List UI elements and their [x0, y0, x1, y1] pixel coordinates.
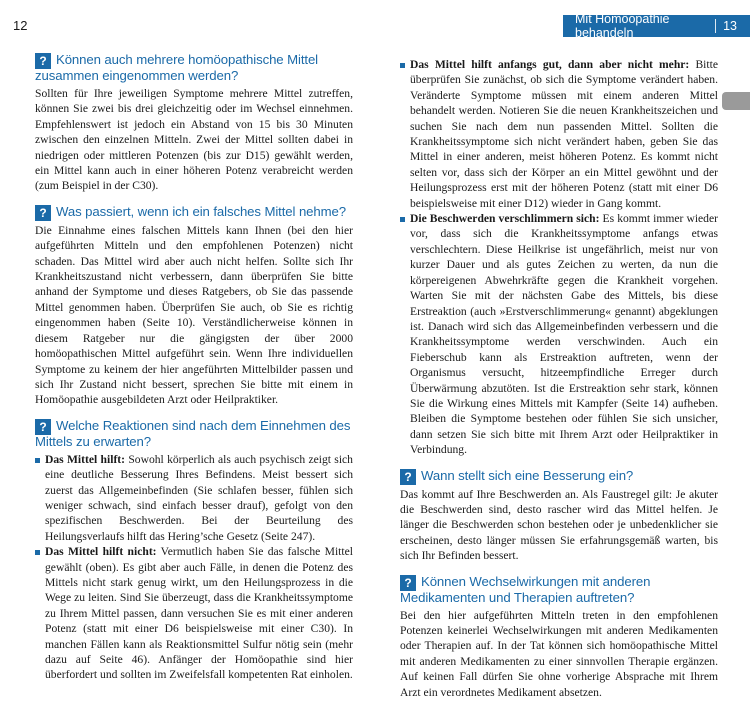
question-heading — [400, 468, 718, 485]
section-multiple-remedies — [35, 52, 353, 194]
page-number-left: 12 — [13, 18, 28, 33]
right-column — [400, 57, 718, 710]
paragraph: Bei den hier aufgeführten Mitteln treten in den empfohlenen Potenzen keinerlei Wechselwirkungen mit anderen Medikamenten oder Therapien auf. In der Tat können sich homöopathische Mittel mit anderen Medikamenten zu einer sinnvollen Therapie ergänzen. Auf keinen Fall dürfen Sie ohne vorherige Absprache mit Ihrem Arzt ein verordnetes Medikament absetzen. — [400, 608, 718, 699]
question-mark-icon: ? — [35, 53, 51, 69]
list-item — [400, 57, 718, 211]
heading-line: Können Wechselwirkungen mit anderen — [421, 573, 651, 589]
section-reactions-continued — [400, 57, 718, 458]
list-item-text: Vermutlich haben Sie das falsche Mittel gewählt (oben). Es gibt aber auch Fälle, in denen die Potenz des Mittels nicht stark genug wirkt, um den Heilungsprozess in die Wege zu leiten. Sind Sie überzeugt, dass die Krankheitssymptome zu Ihrem Mittel passen, dann versuchen Sie es mit einer anderen Potenz (statt mit einer D6 beispielsweise mit einer C30). In manchen Fällen kann als Reaktionsmittel Sulfur nötig sein (mehr dazu auf Seite 46). Anfänger der Homöopathie sind hier überfordert und sollten im Zweifelsfall kompetenten Rat einholen. — [45, 545, 353, 682]
list-item-lead: Das Mittel hilft nicht: — [45, 545, 157, 559]
list-item — [35, 452, 353, 544]
list-item-text: Bitte überprüfen Sie zunächst, ob sich die Symptome verändert haben. Veränderte Symptome müssen mit einem anderen Mittel behandelt werden. Notieren Sie die neuen Krankheitszeichen und suchen Sie nach dem nun passenden Mittel. Sollten die Krankheitssymptome sich nicht verändert haben, geben Sie das Mittel in einer anderen, meist höheren Potenz. Es kommt nicht selten vor, dass sich der Körper an ein Mittel gewöhnt und der Heilungsprozess erst mit der höheren Potenz (statt mit einer D6 beispielsweise mit einer D12) wieder in Gang kommt. — [410, 58, 718, 210]
left-column — [35, 52, 353, 693]
page-number-right: 13 — [723, 19, 737, 33]
running-title: Mit Homöopathie behandeln — [575, 12, 670, 40]
section-interactions — [400, 574, 718, 700]
list-item-lead: Das Mittel hilft anfangs gut, dann aber nicht mehr: — [410, 58, 690, 71]
header-divider — [715, 19, 716, 33]
list-item-text: Sowohl körperlich als auch psychisch zeigt sich eine deutliche Besserung Ihres Befindens. Meist bessert sich zuerst das Allgemeinbefinden (Sie schlafen besser, fühlen sich weniger schwach, sind einfach besser drauf), gefolgt von den spezifischen Beschwerden. Bei der Beurteilung des Heilungsverlaufs hilft das Hering’sche Gesetz (Seite 247). — [45, 452, 353, 543]
list-item — [400, 211, 718, 458]
list-item-text: Es kommt immer wieder vor, dass sich die Krankheitssymptome anfangs etwas verschlechtern. Diese Heilkrise ist ungefährlich, meist nur von kurzer Dauer und als gutes Zeichen zu werten, da nun die körpereigenen Abwehrkräfte gegen die Krankheit vorgehen. Warten Sie mit der nächsten Gabe des Mittels, bis diese Erstreaktion (auch »Erstverschlimmerung« genannt) abgeklungen ist. Danach wird sich das Allgemeinbefinden verbessern und die Krankheitssymptome werden verschwinden. Auch ein Fieberschub kann als Erstreaktion auftreten, wenn der Organismus versucht, hitzeempfindliche Erreger durch Überwärmung abzutöten. Ist die Erstreaktion sehr stark, können Sie die Wirkung eines Mittels mit Kampfer (Seite 14) aufheben. Bleiben die Symptome bestehen oder fühlen Sie sich unsicher, dann setzen Sie sich bitte mit Ihrem Arzt oder Heilpraktiker in Verbindung. — [410, 212, 718, 457]
question-heading — [35, 52, 353, 84]
bullet-list — [400, 57, 718, 458]
section-reactions — [35, 418, 353, 683]
list-item-lead: Die Beschwerden verschlimmern sich: — [410, 212, 600, 226]
heading-line: Können auch mehrere homöopathische Mittel — [56, 52, 319, 67]
heading-line: Mittels zu erwarten? — [35, 433, 151, 449]
paragraph: Die Einnahme eines falschen Mittels kann Ihnen (bei den hier aufgeführten Mitteln und den empfohlenen Potenzen) nicht schaden. Das Mittel wird aber auch nicht helfen. Sollte sich Ihr Krankheitszustand nicht verbessern, dann überprüfen Sie bitte anhand der Symptome und dieses Ratgebers, ob Sie das passende Mittel genommen haben. Überprüfen Sie auch, ob Sie es richtig eingenommen haben (Seite 10). Verständlicherweise können in diesem Ratgeber nur die gängigsten der über 2000 homöopathischen Mittel aufgeführt sein. Wenn Ihre individuellen Symptome zu keinem der hier angeführten Mittelbilder passen und sich Ihr Zustand nicht bessert, sprechen Sie bitte mit einem in Homöopathie ausgebildeten Arzt oder Heilpraktiker. — [35, 223, 353, 407]
paragraph: Das kommt auf Ihre Beschwerden an. Als Faustregel gilt: Je akuter die Beschwerden sind, desto rascher wird das Mittel helfen. Je länger die Beschwerden schon bestehen oder je unbedenklicher sie erscheinen, desto länger müssen Sie erfahrungsgemäß warten, bis sich Ihr Befinden bessert. — [400, 487, 718, 563]
heading-line: zusammen eingenommen werden? — [35, 68, 239, 83]
question-mark-icon: ? — [35, 205, 51, 221]
question-heading — [35, 418, 353, 450]
heading-line: Wann stellt sich eine Besserung ein? — [421, 467, 634, 483]
bullet-list — [35, 452, 353, 683]
heading-line: Welche Reaktionen sind nach dem Einnehmen des — [56, 417, 351, 433]
question-mark-icon: ? — [400, 469, 416, 485]
list-item — [35, 544, 353, 683]
section-wrong-remedy — [35, 204, 353, 408]
question-heading — [35, 204, 353, 221]
running-header — [563, 12, 750, 40]
list-item-lead: Das Mittel hilft: — [45, 452, 126, 466]
heading-line: Was passiert, wenn ich ein falsches Mittel nehme? — [56, 203, 346, 219]
paragraph: Sollten für Ihre jeweiligen Symptome mehrere Mittel zutreffen, können Sie zwei bis drei gleichzeitig oder im Wechsel einnehmen. Empfehlenswert ist jedoch ein Abstand von 15 bis 30 Minuten zwischen den einzelnen Mitteln. Zwei der Mittel sollten dabei in niedrigen oder mittleren Potenzen (bis zur D15) gewählt werden, ein Mittel kann auch in einer höheren Potenz verabreicht werden (zum Beispiel in der C30). — [35, 87, 353, 193]
thumb-index-tab — [722, 92, 750, 110]
question-mark-icon: ? — [400, 575, 416, 591]
section-improvement — [400, 468, 718, 564]
question-heading — [400, 574, 718, 606]
heading-line: Medikamenten und Therapien auftreten? — [400, 589, 635, 605]
question-mark-icon: ? — [35, 419, 51, 435]
